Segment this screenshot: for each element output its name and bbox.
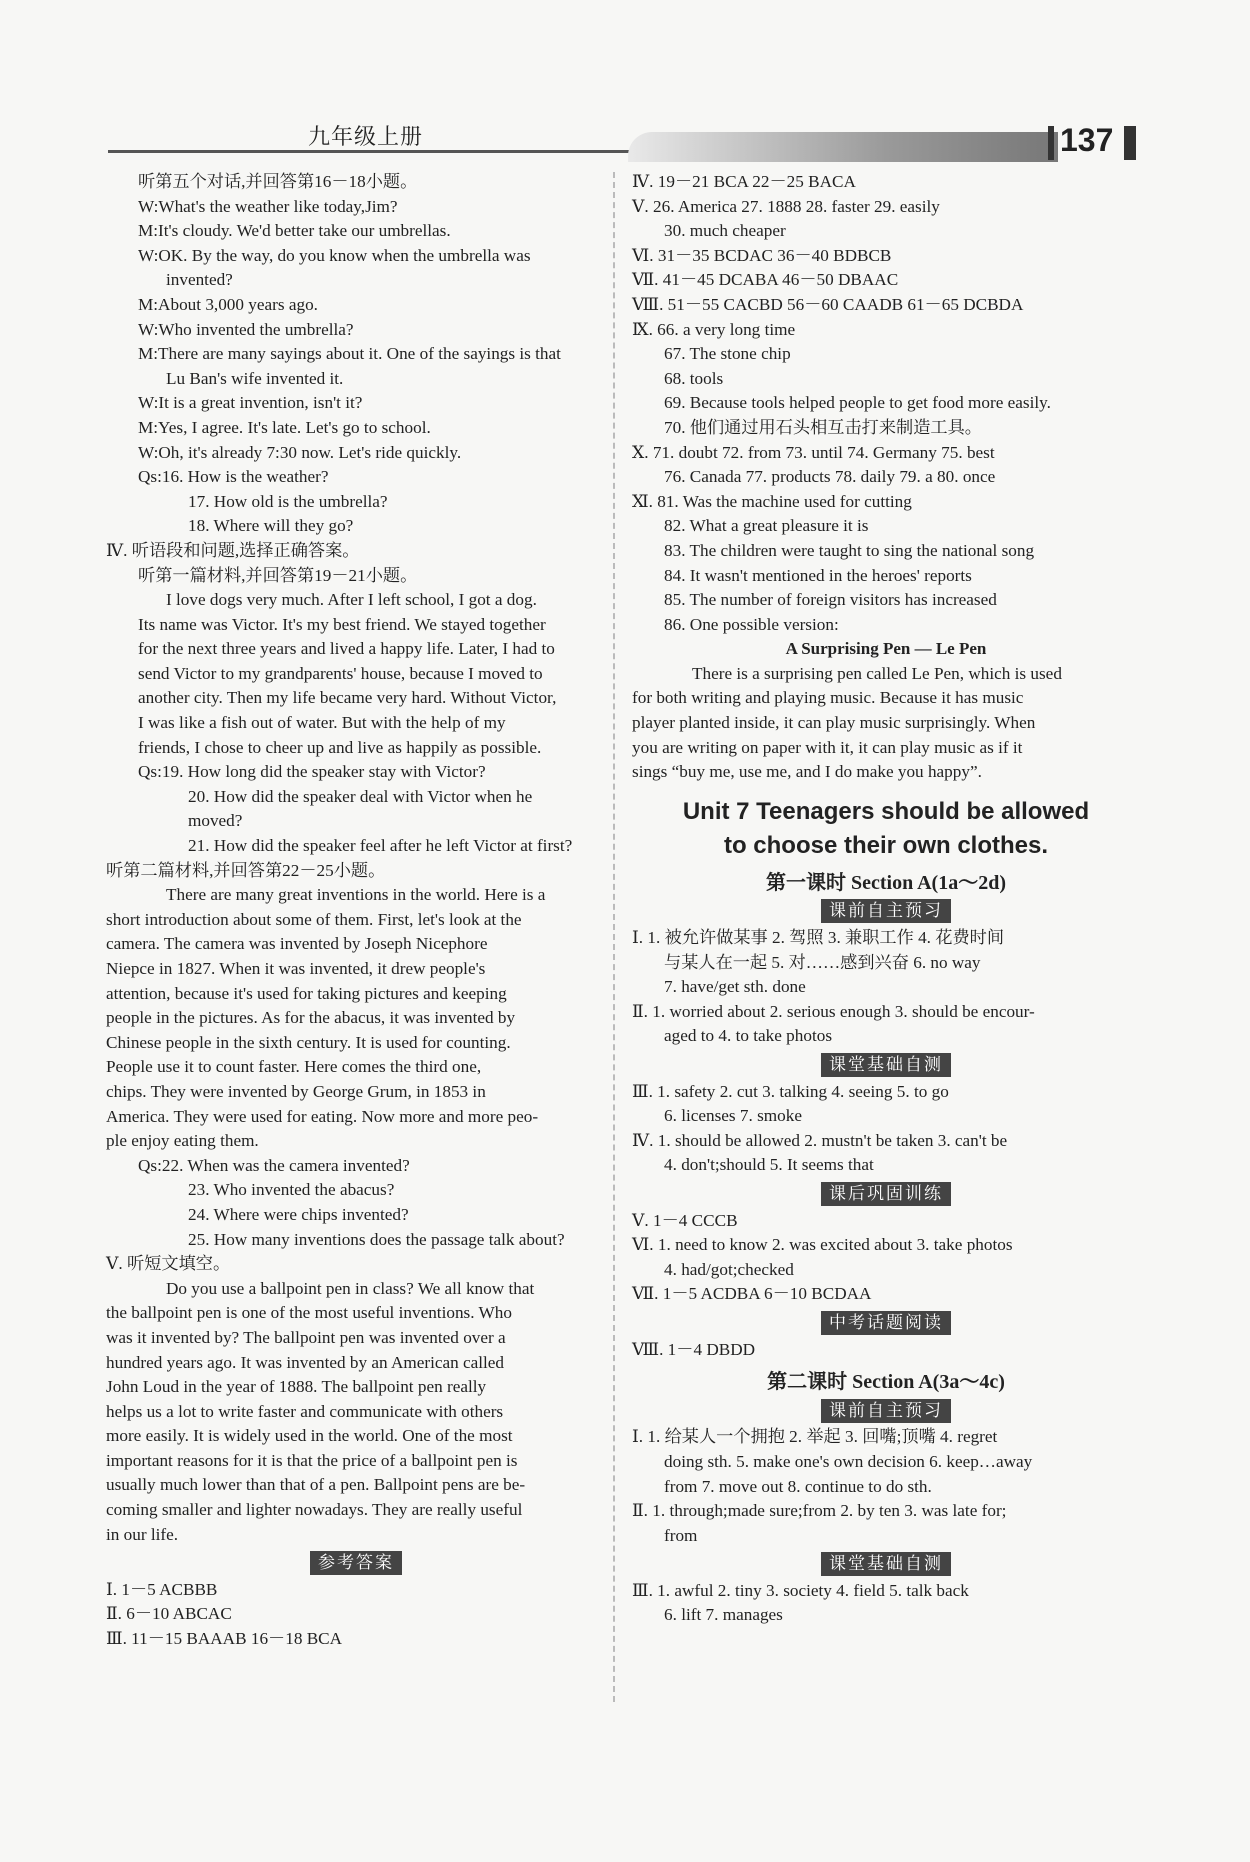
text-line: 21. How did the speaker feel after he left Victor at first? bbox=[188, 836, 573, 856]
text-line: People use it to count faster. Here comes the third one, bbox=[106, 1057, 482, 1077]
text-line: M:Yes, I agree. It's late. Let's go to school. bbox=[138, 417, 431, 437]
header-bar-right bbox=[1124, 126, 1136, 160]
answer-line: Ⅷ. 51－55 CACBD 56－60 CAADB 61－65 DCBDA bbox=[632, 294, 1024, 314]
text-line: M:There are many sayings about it. One of the sayings is that bbox=[138, 344, 561, 364]
answer-line: Ⅲ. 1. awful 2. tiny 3. society 4. field 5. talk back bbox=[632, 1580, 969, 1600]
answer-line: Ⅵ. 31－35 BCDAC 36－40 BDBCB bbox=[632, 245, 892, 265]
text-line: America. They were used for eating. Now more and more peo- bbox=[106, 1106, 539, 1126]
text-line: hundred years ago. It was invented by an American called bbox=[106, 1352, 505, 1372]
text-line: 24. Where were chips invented? bbox=[188, 1204, 409, 1224]
answer-line: 67. The stone chip bbox=[664, 344, 791, 364]
essay-line: player planted inside, it can play music surprisingly. When bbox=[632, 713, 1036, 733]
text-line: helps us a lot to write faster and communicate with others bbox=[106, 1401, 504, 1421]
text-line: W:What's the weather like today,Jim? bbox=[138, 196, 398, 216]
lesson1-answers bbox=[632, 899, 1140, 1362]
text-line: usually much lower than that of a pen. Ballpoint pens are be- bbox=[106, 1475, 526, 1495]
text-line: Ⅳ. 听语段和问题,选择正确答案。 bbox=[106, 540, 360, 560]
text-line: Ⅴ. 听短文填空。 bbox=[106, 1254, 231, 1274]
answer-line: 85. The number of foreign visitors has increased bbox=[664, 590, 997, 610]
answer-line: Ⅱ. 1. through;made sure;from 2. by ten 3. was late for; bbox=[632, 1501, 1007, 1521]
answer-line: 与某人在一起 5. 对……感到兴奋 6. no way bbox=[664, 952, 981, 972]
text-line: W:It is a great invention, isn't it? bbox=[138, 393, 363, 413]
text-line: friends, I chose to cheer up and live as happily as possible. bbox=[138, 737, 542, 757]
section-header bbox=[632, 1311, 1140, 1336]
text-line: W:Who invented the umbrella? bbox=[138, 319, 354, 339]
text-line: Niepce in 1827. When it was invented, it drew people's bbox=[106, 959, 486, 978]
essay-line: There is a surprising pen called Le Pen, which is used bbox=[692, 663, 1062, 683]
answer-line: Ⅵ. 1. need to know 2. was excited about 3. take photos bbox=[632, 1235, 1013, 1255]
section-header bbox=[632, 1053, 1140, 1078]
column-divider bbox=[613, 172, 615, 1702]
text-line: W:OK. By the way, do you know when the umbrella was bbox=[138, 245, 531, 265]
unit-title bbox=[632, 795, 1140, 863]
text-line: people in the pictures. As for the abacus, it was invented by bbox=[106, 1008, 516, 1028]
section-badge: 课后巩固训练 bbox=[821, 1182, 951, 1206]
section-badge: 中考话题阅读 bbox=[821, 1311, 951, 1335]
answer-line: 86. One possible version: bbox=[664, 614, 839, 634]
section-answers bbox=[632, 1338, 1140, 1363]
section-answers bbox=[632, 1209, 1140, 1307]
section-header bbox=[632, 899, 1140, 924]
right-column bbox=[632, 170, 1140, 1628]
answer-line: Ⅰ. 1. 给某人一个拥抱 2. 举起 3. 回嘴;顶嘴 4. regret bbox=[632, 1427, 998, 1447]
text-line: John Loud in the year of 1888. The ballpoint pen really bbox=[106, 1377, 487, 1397]
text-line: 17. How old is the umbrella? bbox=[188, 491, 388, 511]
essay-line: sings “buy me, use me, and I do make you happy”. bbox=[632, 762, 982, 782]
answer-line: Ⅹ. 71. doubt 72. from 73. until 74. Germany 75. best bbox=[632, 442, 995, 462]
listening-script bbox=[106, 170, 606, 1547]
text-line: 23. Who invented the abacus? bbox=[188, 1180, 395, 1200]
text-line: 20. How did the speaker deal with Victor when he bbox=[188, 786, 533, 806]
text-line: Its name was Victor. It's my best friend. We stayed together bbox=[138, 614, 546, 634]
text-line: Qs:16. How is the weather? bbox=[138, 467, 329, 487]
text-line: coming smaller and lighter nowadays. They are really useful bbox=[106, 1500, 523, 1520]
answer-key-header bbox=[106, 1551, 606, 1576]
text-line: I love dogs very much. After I left school, I got a dog. bbox=[166, 590, 537, 610]
section-header bbox=[632, 1399, 1140, 1424]
section-badge: 课堂基础自测 bbox=[821, 1552, 951, 1576]
unit-title-line1: Unit 7 Teenagers should be allowed bbox=[682, 797, 1090, 825]
answer-key-list bbox=[106, 1578, 606, 1652]
text-line: W:Oh, it's already 7:30 now. Let's ride quickly. bbox=[138, 442, 462, 462]
section-header bbox=[632, 1552, 1140, 1577]
answer-line: Ⅺ. 81. Was the machine used for cutting bbox=[632, 491, 912, 511]
lesson2-title: 第二课时 Section A(3a～4c) bbox=[767, 1371, 1005, 1394]
text-line: for the next three years and lived a happy life. Later, I had to bbox=[138, 639, 555, 659]
answer-line: 68. tools bbox=[664, 368, 724, 388]
answer-line: 6. lift 7. manages bbox=[664, 1605, 783, 1625]
answer-line: from 7. move out 8. continue to do sth. bbox=[664, 1476, 932, 1496]
answer-key-badge: 参考答案 bbox=[310, 1551, 402, 1575]
text-line: invented? bbox=[166, 270, 233, 290]
section-header bbox=[632, 1182, 1140, 1207]
text-line: attention, because it's used for taking pictures and keeping bbox=[106, 983, 507, 1003]
page-number: 137 bbox=[1060, 122, 1114, 158]
section-badge: 课前自主预习 bbox=[821, 899, 951, 923]
answer-line: from bbox=[664, 1525, 698, 1545]
section-answers bbox=[632, 1080, 1140, 1178]
text-line: M:About 3,000 years ago. bbox=[138, 294, 318, 314]
text-line: Lu Ban's wife invented it. bbox=[166, 368, 344, 388]
answer-line: Ⅸ. 66. a very long time bbox=[632, 319, 796, 339]
answer-line: doing sth. 5. make one's own decision 6. keep…away bbox=[664, 1451, 1033, 1471]
page-header bbox=[108, 120, 1138, 164]
text-line: short introduction about some of them. First, let's look at the bbox=[106, 909, 522, 929]
section-badge: 课前自主预习 bbox=[821, 1399, 951, 1423]
text-line: send Victor to my grandparents' house, because I moved to bbox=[138, 663, 543, 683]
text-line: chips. They were invented by George Grum, in 1853 in bbox=[106, 1081, 486, 1101]
text-line: camera. The camera was invented by Joseph Nicephore bbox=[106, 934, 488, 954]
answer-line: Ⅴ. 1－4 CCCB bbox=[632, 1210, 738, 1230]
answer-line: 69. Because tools helped people to get food more easily. bbox=[664, 393, 1051, 413]
answer-line: Ⅷ. 1－4 DBDD bbox=[632, 1339, 756, 1359]
unit-title-line2: to choose their own clothes. bbox=[723, 831, 1049, 859]
text-line: I was like a fish out of water. But with the help of my bbox=[138, 713, 506, 733]
answer-line: 7. have/get sth. done bbox=[664, 977, 806, 997]
text-line: Chinese people in the sixth century. It is used for counting. bbox=[106, 1032, 511, 1052]
answer-line: 4. don't;should 5. It seems that bbox=[664, 1155, 874, 1175]
text-line: 18. Where will they go? bbox=[188, 516, 354, 536]
text-line: another city. Then my life became very hard. Without Victor, bbox=[138, 688, 557, 708]
text-line: M:It's cloudy. We'd better take our umbrellas. bbox=[138, 221, 451, 241]
answer-line: Ⅲ. 11－15 BAAAB 16－18 BCA bbox=[106, 1629, 343, 1649]
text-line: important reasons for it is that the price of a ballpoint pen is bbox=[106, 1450, 518, 1470]
answer-line: Ⅶ. 41－45 DCABA 46－50 DBAAC bbox=[632, 270, 899, 290]
essay-title: A Surprising Pen — Le Pen bbox=[785, 639, 987, 659]
essay-line: for both writing and playing music. Because it has music bbox=[632, 688, 1024, 708]
answer-line: 4. had/got;checked bbox=[664, 1259, 794, 1279]
left-column bbox=[106, 170, 606, 1652]
text-line: 听第五个对话,并回答第16－18小题。 bbox=[138, 172, 418, 191]
answer-line: 82. What a great pleasure it is bbox=[664, 516, 869, 536]
text-line: Qs:22. When was the camera invented? bbox=[138, 1155, 410, 1175]
answer-line: 6. licenses 7. smoke bbox=[664, 1106, 802, 1126]
text-line: the ballpoint pen is one of the most useful inventions. Who bbox=[106, 1303, 512, 1323]
section-badge: 课堂基础自测 bbox=[821, 1053, 951, 1077]
answer-line: Ⅶ. 1－5 ACDBA 6－10 BCDAA bbox=[632, 1284, 872, 1304]
answer-line: Ⅴ. 26. America 27. 1888 28. faster 29. easily bbox=[632, 196, 940, 216]
text-line: 听第一篇材料,并回答第19－21小题。 bbox=[138, 565, 418, 585]
answer-line: 83. The children were taught to sing the national song bbox=[664, 540, 1035, 560]
answer-line: Ⅰ. 1－5 ACBBB bbox=[106, 1579, 218, 1599]
text-line: Qs:19. How long did the speaker stay with Victor? bbox=[138, 762, 486, 782]
text-line: more easily. It is widely used in the world. One of the most bbox=[106, 1426, 513, 1446]
answer-line: Ⅱ. 1. worried about 2. serious enough 3. should be encour- bbox=[632, 1001, 1035, 1021]
text-line: was it invented by? The ballpoint pen was invented over a bbox=[106, 1327, 506, 1347]
answer-line: 84. It wasn't mentioned in the heroes' reports bbox=[664, 565, 972, 585]
section-answers bbox=[632, 1579, 1140, 1628]
answer-line: Ⅱ. 6－10 ABCAC bbox=[106, 1604, 232, 1624]
essay-line: you are writing on paper with it, it can play music as if it bbox=[632, 737, 1023, 757]
grade-label: 九年级上册 bbox=[308, 125, 424, 150]
text-line: There are many great inventions in the world. Here is a bbox=[166, 885, 546, 905]
answer-line: Ⅲ. 1. safety 2. cut 3. talking 4. seeing 5. to go bbox=[632, 1081, 949, 1101]
answer-line: 76. Canada 77. products 78. daily 79. a 80. once bbox=[664, 467, 996, 487]
answer-line: Ⅳ. 19－21 BCA 22－25 BACA bbox=[632, 172, 856, 191]
answer-line: Ⅰ. 1. 被允许做某事 2. 驾照 3. 兼职工作 4. 花费时间 bbox=[632, 928, 1005, 948]
header-band bbox=[628, 132, 1058, 162]
text-line: 25. How many inventions does the passage talk about? bbox=[188, 1229, 565, 1249]
lesson2-answers bbox=[632, 1399, 1140, 1628]
text-line: moved? bbox=[188, 811, 243, 831]
text-line: Do you use a ballpoint pen in class? We all know that bbox=[166, 1278, 535, 1298]
header-bar-left bbox=[1048, 126, 1054, 160]
text-line: ple enjoy eating them. bbox=[106, 1131, 259, 1151]
text-line: 听第二篇材料,并回答第22－25小题。 bbox=[106, 860, 386, 880]
answer-line: Ⅳ. 1. should be allowed 2. mustn't be taken 3. can't be bbox=[632, 1130, 1008, 1150]
answer-list-continued bbox=[632, 170, 1140, 637]
answer-line: aged to 4. to take photos bbox=[664, 1026, 833, 1046]
section-answers bbox=[632, 926, 1140, 1049]
essay-body bbox=[632, 662, 1140, 785]
lesson1-title: 第一课时 Section A(1a～2d) bbox=[766, 871, 1006, 894]
answer-line: 70. 他们通过用石头相互击打来制造工具。 bbox=[664, 417, 982, 437]
answer-line: 30. much cheaper bbox=[664, 221, 786, 241]
text-line: in our life. bbox=[106, 1524, 179, 1544]
section-answers bbox=[632, 1425, 1140, 1548]
